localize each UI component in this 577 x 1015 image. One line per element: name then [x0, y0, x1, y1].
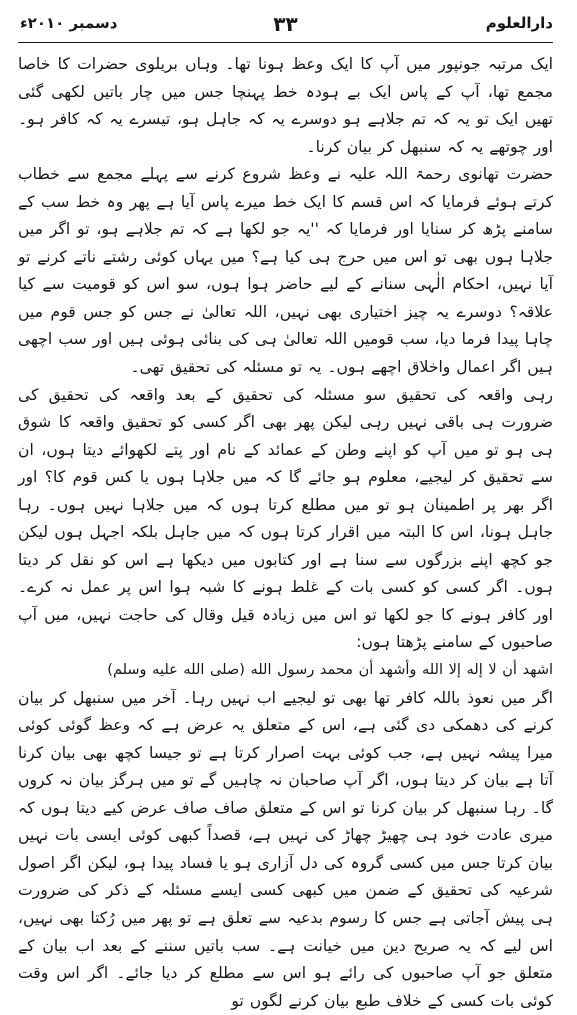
header-divider [18, 42, 553, 43]
journal-name: دارالعلوم [485, 14, 553, 32]
article-body [18, 51, 553, 1015]
running-header [18, 12, 553, 40]
page-number: ۳۳ [273, 12, 298, 36]
shahada-line: اشهد أن لا إله إلا الله وأشهد أن محمد رسول الله (صلى الله عليه وسلم) [107, 662, 553, 679]
paragraph: اگر میں نعوذ باللہ کافر تھا بھی تو لیجیے اب نہیں رہا۔ آخر میں سنبھل کر بیان کرنے کی دھمکی دی گئی ہے، اس کے متعلق یہ عرض ہے کہ وعظ گوئی کوئی میرا پیشہ نہیں ہے، جب کوئی بہت اصرار کرتا ہے تو جیسا کچھ بھی بیان کرنا آتا ہے بیان کر دیتا ہوں، اگر آپ صاحبان نہ چاہیں گے تو میں ہرگز بیان نہ کروں گا۔ رہا سنبھل کر بیان کرنا تو اس کے متعلق صاف صاف عرض کیے دیتا ہوں کہ میری عادت خود ہی چھیڑ چھاڑ کی نہیں ہے، قصداً کبھی کوئی ایسی بات نہیں بیان کرتا جس میں کسی گروہ کی دل آزاری ہو یا فساد پیدا ہو، لیکن اگر اصول شرعیہ کی تحقیق کے ضمن میں کبھی کسی ایسے مسئلہ کے ذکر کی ضرورت ہی پیش آجاتی ہے جس کا رسوم بدعیہ سے تعلق ہے تو پھر میں رُکتا بھی نہیں، اس لیے کہ یہ صریح دین میں خیانت ہے۔ سب باتیں سننے کے بعد اب بیان کے متعلق جو آپ صاحبوں کی رائے ہو اس سے مطلع کر دیا جائے۔ اگر اس وقت کوئی بات کسی کے خلاف طبع بیان کرنے لگوں تو [18, 688, 553, 1010]
issue-date: دسمبر ۲۰۱۰ء [20, 14, 118, 32]
paragraph: ایک مرتبہ جونپور میں آپ کا ایک وعظ ہونا تھا۔ وہاں بریلوی حضرات کا خاصا مجمع تھا، آپ کے پاس ایک بے ہودہ خط پہنچا جس میں چار باتیں لکھی گئی تھیں ایک تو یہ کہ تم جلاہے ہو دوسرے یہ کہ جاہل ہو، تیسرے یہ کہ کافر ہو۔ اور چوتھے یہ کہ سنبھل کر بیان کرنا۔ [18, 55, 553, 156]
paragraph: حضرت تھانوی رحمۃ اللہ علیہ نے وعظ شروع کرنے سے پہلے مجمع سے خطاب کرتے ہوئے فرمایا کہ اس قسم کا ایک خط میرے پاس آیا ہے پھر وہ خط سب کے سامنے پڑھ کر سنایا اور فرمایا کہ ''یہ جو لکھا ہے کہ تم جلاہے ہو، تو اگر میں جلاہا ہوں بھی تو اس میں حرج ہی کیا ہے؟ میں یہاں کوئی رشتے ناتے کرنے تو آیا نہیں، احکام الٰہی سنانے کے لیے حاضر ہوا ہوں، سو اس کو قومیت سے کیا علاقہ؟ دوسرے یہ چیز اختیاری بھی نہیں، اللہ تعالیٰ نے جس کو جس قوم میں چاہا پیدا فرما دیا، سب قومیں اللہ تعالیٰ ہی کی بنائی ہوئی ہیں اور سب اچھی ہیں اگر اعمال واخلاق اچھے ہوں۔ یہ تو مسئلہ کی تحقیق تھی۔ [18, 165, 553, 377]
paragraph: رہی واقعہ کی تحقیق سو مسئلہ کی تحقیق کے بعد واقعہ کی تحقیق کی ضرورت ہی باقی نہیں رہی لیکن پھر بھی اگر کسی کو تحقیق واقعہ کا شوق ہی ہو تو میں آپ کو اپنے وطن کے عمائد کے نام اور پتے لکھوائے دیتا ہوں، ان سے تحقیق کر لیجیے، معلوم ہو جائے گا کہ میں جلاہا ہوں یا کس قوم کا؟ اور اگر بھر پر اطمینان ہو تو میں مطلع کرتا ہوں کہ میں جلاہا نہیں ہوں۔ رہا جاہل ہونا، اس کا البتہ میں اقرار کرتا ہوں کہ میں جاہل بلکہ اجہل ہوں لیکن جو کچھ اپنے بزرگوں سے سنا ہے اور کتابوں میں دیکھا ہے اس کو نقل کر دیتا ہوں۔ اگر کسی کو کسی بات کے غلط ہونے کا شبہ ہوا اس پر عمل نہ کرے۔ اور کافر ہونے کا جو لکھا تو اس میں زیادہ قیل وقال کی حاجت نہیں، میں آپ صاحبوں کے سامنے پڑھتا ہوں: [18, 385, 553, 652]
